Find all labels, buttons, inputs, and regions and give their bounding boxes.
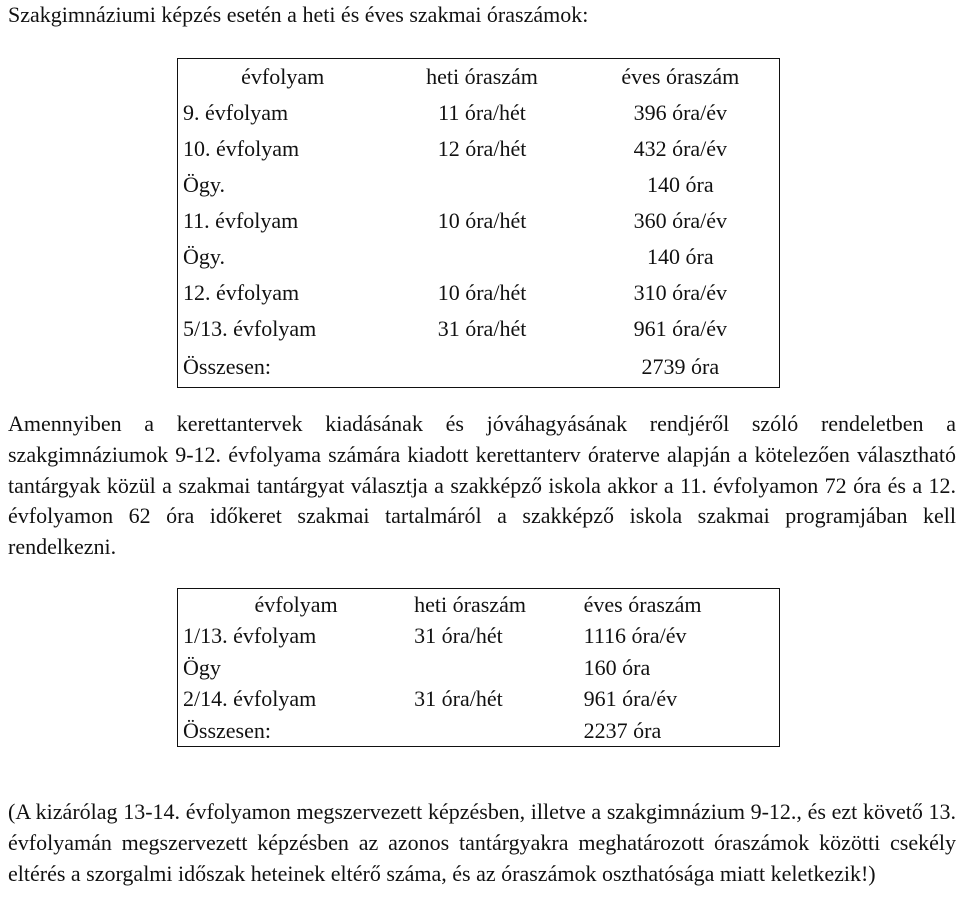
grade-cell: 12. évfolyam — [183, 280, 300, 305]
annual-hours-cell: 396 óra/év — [633, 100, 728, 125]
annual-hours-cell: 140 óra — [647, 244, 714, 269]
column-header-weekly-hours: heti óraszám — [414, 592, 526, 617]
column-header-grade: évfolyam — [254, 592, 338, 617]
table-row — [178, 311, 780, 347]
table-row — [178, 203, 780, 239]
grade-cell: 2/14. évfolyam — [183, 686, 317, 712]
grade-cell: 5/13. évfolyam — [183, 316, 317, 341]
annual-hours-cell: 1116 óra/év — [583, 623, 687, 649]
grade-cell: 9. évfolyam — [183, 100, 289, 125]
annual-hours-cell: 961 óra/év — [633, 316, 728, 341]
page-heading: Szakgimnáziumi képzés esetén a heti és éves szakmai óraszámok: — [8, 2, 589, 27]
grade-cell: Ögy. — [183, 244, 225, 269]
weekly-hours-cell — [414, 715, 584, 747]
weekly-hours-cell — [382, 347, 581, 387]
weekly-hours-cell: 10 óra/hét — [437, 280, 527, 305]
weekly-hours-cell: 12 óra/hét — [437, 136, 527, 161]
column-header-grade: évfolyam — [241, 64, 325, 89]
table-row — [178, 95, 780, 131]
curriculum-paragraph: Amennyiben a kerettantervek kiadásának és jóváhagyásának rendjéről szóló rendeletben a szakgimnáziumok 9-12. évfolyama számára kiadott kerettanterv óraterve alapján a kötelezően választható tantárgyak közül a szakmai tantárgyat választja a szakképző iskola akkor a 11. évfolyamon 72 óra és a 12. évfolyamon 62 óra időkeret szakmai tartalmáról a szakképző iskola szakmai programjában kell rendelkezni. — [8, 411, 956, 560]
total-hours-cell: 2237 óra — [583, 717, 662, 743]
table-header-row — [178, 59, 780, 96]
table-row — [178, 620, 780, 652]
weekly-hours-cell — [382, 239, 581, 275]
annual-hours-cell: 140 óra — [647, 172, 714, 197]
weekly-hours-cell: 31 óra/hét — [414, 623, 503, 649]
weekly-annual-hours-table — [177, 58, 780, 388]
table-row — [178, 652, 780, 684]
weekly-hours-cell — [414, 652, 584, 684]
note-paragraph: (A kizárólag 13-14. évfolyamon megszervezett képzésben, illetve a szakgimnázium 9-12., és ezt követő 13. évfolyamán megszervezett képzésben az azonos tantárgyakra meghatározott óraszámok közötti csekély eltérés a szorgalmi időszak heteinek eltérő száma, és az óraszámok oszthatósága miatt keletkezik!) — [8, 799, 956, 886]
table-row — [178, 167, 780, 203]
total-label-cell: Összesen: — [183, 717, 271, 743]
annual-hours-cell: 432 óra/év — [633, 136, 728, 161]
column-header-annual-hours: éves óraszám — [621, 64, 740, 89]
grade-cell: 10. évfolyam — [183, 136, 300, 161]
table-row — [178, 683, 780, 715]
annual-hours-cell: 360 óra/év — [633, 208, 728, 233]
weekly-hours-cell — [382, 167, 581, 203]
grade-cell: Ögy. — [183, 172, 225, 197]
grade-cell: Ögy — [183, 654, 221, 680]
column-header-annual-hours: éves óraszám — [583, 592, 702, 617]
annual-hours-cell: 310 óra/év — [633, 280, 728, 305]
grade-cell: 1/13. évfolyam — [183, 623, 317, 649]
table-row — [178, 275, 780, 311]
column-header-weekly-hours: heti óraszám — [426, 64, 538, 89]
grade-13-14-hours-table — [177, 588, 780, 747]
grade-cell: 11. évfolyam — [183, 208, 299, 233]
table-header-row — [178, 589, 780, 621]
table-total-row — [178, 347, 780, 387]
total-hours-cell: 2739 óra — [641, 353, 720, 379]
weekly-hours-cell: 11 óra/hét — [438, 100, 526, 125]
total-label-cell: Összesen: — [183, 353, 271, 379]
annual-hours-cell: 961 óra/év — [583, 686, 678, 712]
annual-hours-cell: 160 óra — [583, 654, 651, 680]
table-row — [178, 239, 780, 275]
table-total-row — [178, 715, 780, 747]
weekly-hours-cell: 31 óra/hét — [414, 686, 503, 712]
weekly-hours-cell: 10 óra/hét — [437, 208, 527, 233]
table-row — [178, 131, 780, 167]
weekly-hours-cell: 31 óra/hét — [437, 316, 527, 341]
